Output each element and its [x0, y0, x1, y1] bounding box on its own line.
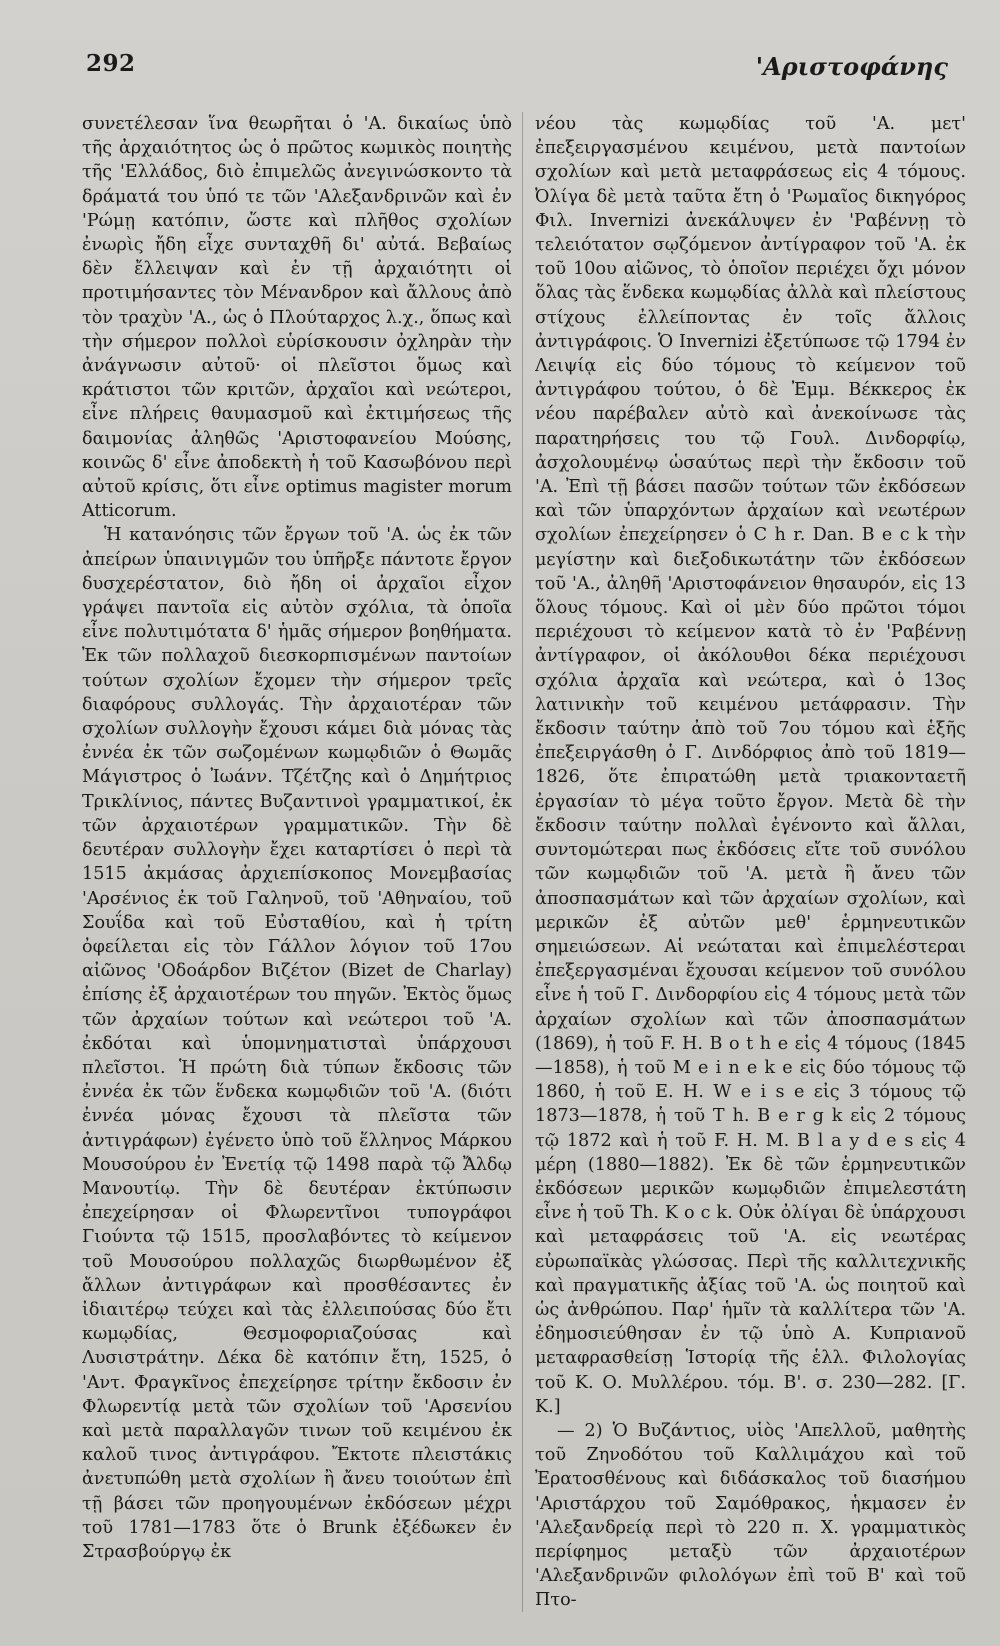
left-paragraph-2: Ἡ κατανόησις τῶν ἔργων τοῦ 'Α. ὡς ἐκ τῶν ἀπείρων ὑπαινιγμῶν του ὑπῆρξε πάντοτε ἔργον δυσχερέστατον, διὸ ἤδη οἱ ἀρχαῖοι εἶχον γράψει παντοῖα εἰς αὐτὸν σχόλια, τὰ ὁποῖα εἶνε πολυτιμότατα δ' ἡμᾶς σήμερον βοηθήματα. Ἐκ τῶν πολλαχοῦ διεσκορπισμένων παντοίων τούτων σχολίων ἔχομεν τὴν σήμερον τρεῖς διαφόρους συλλογάς. Τὴν ἀρχαιοτέραν τῶν σχολίων συλλογὴν ἔχουσι κάμει διὰ μόνας τὰς ἐννέα ἐκ τῶν σωζομένων κωμῳδιῶν ὁ Θωμᾶς Μάγιστρος ὁ Ἰωάνν. Τζέτζης καὶ ὁ Δημήτριος Τρικλίνιος, πάντες Βυζαντινοὶ γραμματικοί, ἐκ τῶν ἀρχαιοτέρων γραμματικῶν. Τὴν δὲ δευτέραν συλλογὴν ἔχει καταρτίσει ὁ περὶ τὰ 1515 ἀκμάσας ἀρχιεπίσκοπος Μονεμβασίας 'Αρσένιος ἐκ τοῦ Γαληνοῦ, τοῦ 'Αθηναίου, τοῦ Σουΐδα καὶ τοῦ Εὐσταθίου, καὶ ἡ τρίτη ὀφείλεται εἰς τὸν Γάλλον λόγιον τοῦ 17ου αἰῶνος 'Οδοάρδον Βιζέτον (Bizet de Charlay) ἐπίσης ἐξ ἀρχαιοτέρων του πηγῶν. Ἐκτὸς ὅμως τῶν ἀρχαίων τούτων καὶ νεώτεροι τοῦ 'Α. ἐκδόται καὶ ὑπομνηματισταὶ ὑπάρχουσι πλεῖστοι. Ἡ πρώτη διὰ τύπων ἔκδοσις τῶν ἐννέα ἐκ τῶν ἕνδεκα κωμῳδιῶν τοῦ 'Α. (διότι ἐννέα μόνας ἔχουσι τὰ πλεῖστα τῶν ἀντιγράφων) ἐγένετο ὑπὸ τοῦ ἕλληνος Μάρκου Μουσούρου ἐν Ἐνετίᾳ τῷ 1498 παρὰ τῷ Ἄλδῳ Μανουτίῳ. Τὴν δὲ δευτέραν ἐκτύπωσιν ἐπεχείρησαν οἱ Φλωρεντῖνοι τυπογράφοι Γιούντα τῷ 1515, προσλαβόντες τὸ κείμενον τοῦ Μουσούρου πολλαχῶς διωρθωμένον ἐξ ἄλλων ἀντιγράφων καὶ προσθέσαντες ἐν ἰδιαιτέρῳ τεύχει καὶ τὰς ἐλλειπούσας δύο ἔτι κωμῳδίας, Θεσμοφοριαζούσας καὶ Λυσιστράτην. Δέκα δὲ κατόπιν ἔτη, 1525, ὁ 'Αντ. Φραγκῖνος ἐπεχείρησε τρίτην ἔκδοσιν ἐν Φλωρεντίᾳ μετὰ τῶν σχολίων τοῦ 'Αρσενίου καὶ μετὰ παραλλαγῶν τινων τοῦ κειμένου ἐκ καλοῦ τινος ἀντιγράφου. Ἔκτοτε πλειστάκις ἀνετυπώθη μετὰ σχολίων ἢ ἄνευ τοιούτων ἐπὶ τῇ βάσει τῶν προηγουμένων ἐκδόσεων μέχρι τοῦ 1781—1783 ὅτε ὁ Brunk ἐξέδωκεν ἐν Στρασβούργῳ ἐκ: [82, 525, 512, 1562]
right-paragraph-1: νέου τὰς κωμῳδίας τοῦ 'Α. μετ' ἐπεξειργασμένου κειμένου, μετὰ παντοίων σχολίων καὶ μετὰ μεταφράσεως εἰς 4 τόμους. Ὀλίγα δὲ μετὰ ταῦτα ἔτη ὁ 'Ρωμαῖος δικηγόρος Φιλ. Invernizi ἀνεκάλυψεν ἐν 'Ραβέννῃ τὸ τελειότατον σῳζόμενον ἀντίγραφον τοῦ 'Α. ἐκ τοῦ 10ου αἰῶνος, τὸ ὁποῖον περιέχει ὄχι μόνον ὅλας τὰς ἕνδεκα κωμῳδίας ἀλλὰ καὶ πλείστους στίχους ἐλλείποντας ἐν τοῖς ἄλλοις ἀντιγράφοις. Ὁ Invernizi ἐξετύπωσε τῷ 1794 ἐν Λειψίᾳ εἰς δύο τόμους τὸ κείμενον τοῦ ἀντιγράφου τούτου, ὁ δὲ Ἐμμ. Βέκκερος ἐκ νέου παρέβαλεν αὐτὸ καὶ ἀνεκοίνωσε τὰς παρατηρήσεις του τῷ Γουλ. Δινδορφίῳ, ἀσχολουμένῳ ὡσαύτως περὶ τὴν ἔκδοσιν τοῦ 'Α. Ἐπὶ τῇ βάσει πασῶν τούτων τῶν ἐκδόσεων καὶ τῶν ὑπαρχόντων ἀρχαίων καὶ νεωτέρων σχολίων ἐπεχείρησεν ὁ C h r. Dan. B e c k τὴν μεγίστην καὶ διεξοδικωτάτην τῶν ἐκδόσεων τοῦ 'Α., ἀληθῆ 'Αριστοφάνειον θησαυρόν, εἰς 13 ὅλους τόμους. Καὶ οἱ μὲν δύο πρῶτοι τόμοι περιέχουσι τὸ κείμενον κατὰ τὸ ἐν 'Ραβέννῃ ἀντίγραφον, οἱ ἀκόλουθοι δέκα περιέχουσι σχόλια ἀρχαῖα καὶ νεώτερα, καὶ ὁ 13ος λατινικὴν τοῦ κειμένου μετάφρασιν. Τὴν ἔκδοσιν ταύτην ἀπὸ τοῦ 7ου τόμου καὶ ἑξῆς ἐπεξειργάσθη ὁ Γ. Δινδόρφιος ἀπὸ τοῦ 1819—1826, ὅτε ἐπιρατώθη μετὰ τριακονταετῆ ἐργασίαν τὸ μέγα τοῦτο ἔργον. Μετὰ δὲ τὴν ἔκδοσιν ταύτην πολλαὶ ἐγένοντο καὶ ἄλλαι, συντομώτεραι πως ἐκδόσεις εἴτε τοῦ συνόλου τῶν κωμῳδιῶν τοῦ 'Α. μετὰ ἢ ἄνευ τῶν ἀποσπασμάτων καὶ τῶν ἀρχαίων σχολίων, καὶ μερικῶν ἐξ αὐτῶν μεθ' ἑρμηνευτικῶν σημειώσεων. Αἱ νεώταται καὶ ἐπιμελέστεραι ἐπεξεργασμέναι ἔχουσαι κείμενον τοῦ συνόλου εἶνε ἡ τοῦ Γ. Δινδορφίου εἰς 4 τόμους μετὰ τῶν ἀρχαίων σχολίων καὶ τῶν ἀποσπασμάτων (1869), ἡ τοῦ F. H. B o t h e εἰς 4 τόμους (1845—1858), ἡ τοῦ M e i n e k e εἰς δύο τόμους τῷ 1860, ἡ τοῦ E. H. W e i s e εἰς 3 τόμους τῷ 1873—1878, ἡ τοῦ T h. B e r g k εἰς 2 τόμους τῷ 1872 καὶ ἡ τοῦ F. H. M. B l a y d e s εἰς 4 μέρη (1880—1882). Ἐκ δὲ τῶν ἑρμηνευτικῶν ἐκδόσεων μερικῶν κωμῳδιῶν ἐπιμελεστάτη εἶνε ἡ τοῦ Th. K o c k. Οὐκ ὀλίγαι δὲ ὑπάρχουσι καὶ μεταφράσεις τοῦ 'Α. εἰς νεωτέρας εὐρωπαϊκὰς γλώσσας. Περὶ τῆς καλλιτεχνικῆς καὶ πραγματικῆς ἀξίας τοῦ 'Α. ὡς ποιητοῦ καὶ ὡς ἀνθρώπου. Παρ' ἡμῖν τὰ καλλίτερα τῶν 'Α. ἐδημοσιεύθησαν ἐν τῷ ὑπὸ Α. Κυπριανοῦ μεταφρασθείσῃ Ἱστορίᾳ τῆς ἑλλ. Φιλολογίας τοῦ Κ. Ο. Μυλλέρου. τόμ. Β'. σ. 230—282. [Γ. Κ.]: [535, 114, 966, 1417]
left-paragraph-1: συνετέλεσαν ἵνα θεωρῆται ὁ 'Α. δικαίως ὑπὸ τῆς ἀρχαιότητος ὡς ὁ πρῶτος κωμικὸς ποιητὴς τῆς 'Ελλάδος, διὸ ἐπιμελῶς ἀνεγινώσκοντο τὰ δράματά του ὑπό τε τῶν 'Αλεξανδρινῶν καὶ ἐν 'Ρώμῃ κατόπιν, ὥστε καὶ πλῆθος σχολίων ἐνωρὶς ἤδη εἶχε συνταχθῆ δι' αὐτά. Βεβαίως δὲν ἔλλειψαν καὶ ἐν τῇ ἀρχαιότητι οἱ προτιμήσαντες τὸν Μένανδρον καὶ ἄλλους ἀπὸ τὸν τραχὺν 'Α., ὡς ὁ Πλούταρχος λ.χ., ὅπως καὶ τὴν σήμερον πολλοὶ εὑρίσκουσιν ὀχληρὰν τὴν ἀνάγνωσιν αὐτοῦ· οἱ πλεῖστοι ὅμως καὶ κράτιστοι τῶν κριτῶν, ἀρχαῖοι καὶ νεώτεροι, εἶνε πλήρεις θαυμασμοῦ καὶ ἐκτιμήσεως τῆς δαιμονίας ἀληθῶς 'Αριστοφανείου Μούσης, κοινῶς δ' εἶνε ἀποδεκτὴ ἡ τοῦ Κασωβόνου περὶ αὐτοῦ κρίσις, ὅτι εἶνε optimus magister morum Atticorum.: [82, 114, 512, 522]
page-number: 292: [86, 50, 136, 77]
running-head: 'Αριστοφάνης: [755, 52, 948, 81]
right-paragraph-2: — 2) Ὁ Βυζάντιος, υἱὸς 'Απελλοῦ, μαθητὴς τοῦ Ζηνοδότου τοῦ Καλλιμάχου καὶ τοῦ Ἐρατοσθένους καὶ διδάσκαλος τοῦ διασήμου 'Αριστάρχου τοῦ Σαμόθρακος, ἡκμασεν ἐν 'Αλεξανδρείᾳ περὶ τὸ 220 π. Χ. γραμματικὸς περίφημος μεταξὺ τῶν ἀρχαιοτέρων 'Αλεξανδρινῶν φιλολόγων ἐπὶ τοῦ Β' καὶ τοῦ Πτο-: [535, 1420, 966, 1611]
column-divider: [522, 112, 523, 1612]
page-header: [0, 0, 1000, 100]
right-column: [535, 112, 966, 1632]
left-column: [82, 112, 512, 1632]
